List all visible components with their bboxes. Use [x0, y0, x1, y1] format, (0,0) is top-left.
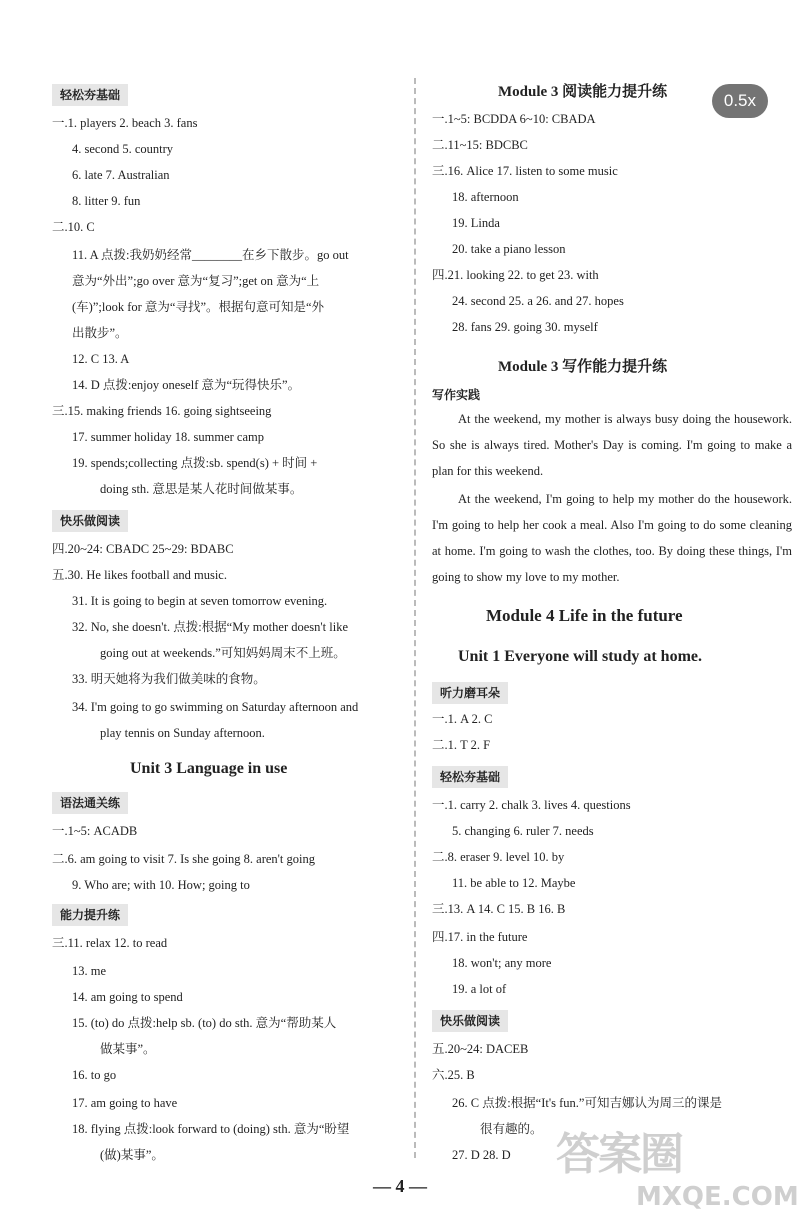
- answer-line: 出散步”。: [72, 326, 128, 340]
- answer-line: 四.17. in the future: [432, 930, 528, 944]
- answer-line: 18. won't; any more: [452, 956, 552, 970]
- answer-line: 二.11~15: BDCBC: [432, 138, 528, 152]
- answer-line: 33. 明天她将为我们做美味的食物。: [72, 672, 266, 686]
- answer-line: 19. Linda: [452, 216, 500, 230]
- module-title: Module 3 阅读能力提升练: [498, 84, 668, 100]
- answer-line: 17. summer holiday 18. summer camp: [72, 430, 264, 444]
- unit-title: Unit 3 Language in use: [130, 760, 288, 777]
- answer-line: 三.15. making friends 16. going sightseeing: [52, 404, 272, 418]
- answer-line: 27. D 28. D: [452, 1148, 511, 1162]
- answer-line: 一.1. players 2. beach 3. fans: [52, 116, 198, 130]
- answer-line: 18. flying 点拨:look forward to (doing) sth. 意为“盼望: [72, 1122, 350, 1136]
- answer-line: 6. late 7. Australian: [72, 168, 170, 182]
- section-heading: 能力提升练: [52, 904, 128, 926]
- answer-line: 13. me: [72, 964, 107, 978]
- answer-line: (车)”;look for 意为“寻找”。根据句意可知是“外: [72, 300, 325, 314]
- answer-line: 一.1~5: BCDDA 6~10: CBADA: [432, 112, 596, 126]
- answer-line: 17. am going to have: [72, 1096, 178, 1110]
- column-divider: [414, 78, 416, 1158]
- section-heading: 轻松夯基础: [432, 766, 508, 788]
- section-heading: 听力磨耳朵: [432, 682, 508, 704]
- answer-line: 二.6. am going to visit 7. Is she going 8. aren't going: [52, 852, 315, 866]
- answer-line: 15. (to) do 点拨:help sb. (to) do sth. 意为“帮助某人: [72, 1016, 337, 1030]
- answer-line: play tennis on Sunday afternoon.: [100, 726, 265, 740]
- watermark-logo: 答案圈: [556, 1129, 682, 1180]
- answer-line: 四.20~24: CBADC 25~29: BDABC: [52, 542, 234, 556]
- section-heading: 语法通关练: [52, 792, 128, 814]
- answer-line: 34. I'm going to go swimming on Saturday afternoon and: [72, 700, 359, 714]
- answer-line: 18. afternoon: [452, 190, 519, 204]
- answer-line: 很有趣的。: [480, 1122, 543, 1136]
- answer-line: (做)某事”。: [100, 1148, 164, 1162]
- answer-line: 8. litter 9. fun: [72, 194, 141, 208]
- page-number: — 4 —: [373, 1176, 427, 1196]
- answer-line: 11. be able to 12. Maybe: [452, 876, 576, 890]
- answer-line: going out at weekends.”可知妈妈周末不上班。: [100, 646, 346, 660]
- answer-line: 二.8. eraser 9. level 10. by: [432, 850, 565, 864]
- answer-line: 14. am going to spend: [72, 990, 183, 1004]
- answer-line: 4. second 5. country: [72, 142, 174, 156]
- answer-line: 26. C 点拨:根据“It's fun.”可知吉娜认为周三的课是: [452, 1096, 722, 1110]
- answer-line: 19. a lot of: [452, 982, 507, 996]
- essay-paragraph: At the weekend, my mother is always busy doing the housework. So she is always tired. Mother's Day is coming. I'm going to make a plan for this weekend.: [432, 412, 792, 478]
- module-title: Module 3 写作能力提升练: [498, 359, 668, 375]
- answer-line: 四.21. looking 22. to get 23. with: [432, 268, 599, 282]
- module-title: Module 4 Life in the future: [486, 606, 683, 625]
- answer-line: 20. take a piano lesson: [452, 242, 566, 256]
- unit-title: Unit 1 Everyone will study at home.: [458, 648, 702, 665]
- watermark-url: MXQE.COM: [636, 1182, 799, 1212]
- answer-line: 16. to go: [72, 1068, 117, 1082]
- answer-line: 三.11. relax 12. to read: [52, 936, 168, 950]
- answer-line: 一.1. A 2. C: [432, 712, 493, 726]
- answer-line: 二.10. C: [52, 220, 95, 234]
- answer-line: 三.13. A 14. C 15. B 16. B: [432, 902, 566, 916]
- zoom-indicator[interactable]: 0.5x: [712, 84, 768, 118]
- answer-line: doing sth. 意思是某人花时间做某事。: [100, 482, 303, 496]
- answer-line: 11. A 点拨:我奶奶经常________在乡下散步。go out: [72, 248, 349, 262]
- answer-line: 32. No, she doesn't. 点拨:根据“My mother doesn't like: [72, 620, 349, 634]
- answer-line: 做某事”。: [100, 1042, 156, 1056]
- answer-line: 五.30. He likes football and music.: [52, 568, 227, 582]
- answer-line: 一.1. carry 2. chalk 3. lives 4. questions: [432, 798, 631, 812]
- answer-line: 24. second 25. a 26. and 27. hopes: [452, 294, 624, 308]
- answer-line: 六.25. B: [432, 1068, 475, 1082]
- answer-line: 一.1~5: ACADB: [52, 824, 138, 838]
- section-heading: 快乐做阅读: [432, 1010, 508, 1032]
- answer-line: 五.20~24: DACEB: [432, 1042, 529, 1056]
- answer-line: 14. D 点拨:enjoy oneself 意为“玩得快乐”。: [72, 378, 301, 392]
- answer-line: 二.1. T 2. F: [432, 738, 491, 752]
- answer-line: 三.16. Alice 17. listen to some music: [432, 164, 618, 178]
- answer-line: 9. Who are; with 10. How; going to: [72, 878, 250, 892]
- section-heading: 快乐做阅读: [52, 510, 128, 532]
- section-heading: 轻松夯基础: [52, 84, 128, 106]
- answer-line: 12. C 13. A: [72, 352, 130, 366]
- answer-line: 31. It is going to begin at seven tomorrow evening.: [72, 594, 328, 608]
- essay-paragraph: At the weekend, I'm going to help my mother do the housework. I'm going to help her cook a meal. Also I'm going to do some cleaning at home. I'm going to wash the clothes, too. By doing these things, I'm going to show my love to my mother.: [432, 492, 792, 584]
- answer-line: 28. fans 29. going 30. myself: [452, 320, 598, 334]
- answer-line: 5. changing 6. ruler 7. needs: [452, 824, 594, 838]
- answer-line: 意为“外出”;go over 意为“复习”;get on 意为“上: [72, 274, 320, 288]
- answer-line: 19. spends;collecting 点拨:sb. spend(s) + 时间 +: [72, 456, 318, 470]
- section-heading: 写作实践: [432, 388, 481, 402]
